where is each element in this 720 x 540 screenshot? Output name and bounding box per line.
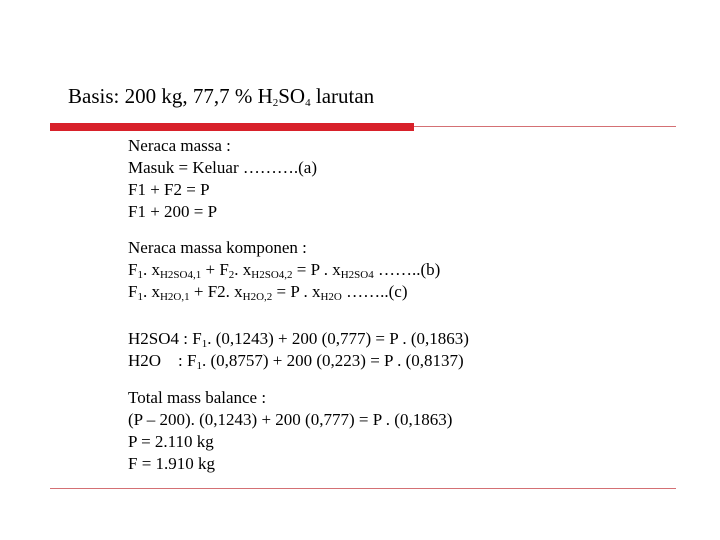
h2so4-balance-equation <box>128 328 469 350</box>
eq-c-text: . x <box>142 282 160 301</box>
total-balance-block <box>128 387 452 475</box>
component-balance-heading: Neraca massa komponen : <box>128 238 307 257</box>
eq-b-sub: H2SO4,1 <box>159 269 202 281</box>
eq-c-text: + F2. x <box>189 282 243 301</box>
title-accent-bar <box>50 123 414 131</box>
eq-b-text: . x <box>142 260 160 279</box>
eq-c-sub: H2O <box>320 291 342 303</box>
component-equation-b <box>128 259 440 281</box>
slide-title <box>68 83 374 109</box>
mass-balance-f1-f2: F1 + F2 = P <box>128 180 210 199</box>
eq-c-sub: H2O,1 <box>159 291 190 303</box>
total-balance-equation: (P – 200). (0,1243) + 200 (0,777) = P . (0,1863) <box>128 410 453 429</box>
total-balance-heading: Total mass balance : <box>128 388 267 407</box>
eq-c-text: ……..(c) <box>341 282 408 301</box>
h2so4-text: . (0,1243) + 200 (0,777) = P . (0,1863) <box>207 329 469 348</box>
title-suffix: larutan <box>310 84 375 108</box>
component-balance-block <box>128 237 440 303</box>
h2so4-text: H2SO4 : F <box>128 329 202 348</box>
title-mid: SO <box>278 84 306 108</box>
h2o-sub: 1 <box>196 360 202 372</box>
title-divider-line <box>414 126 676 127</box>
eq-c-text: F <box>128 282 138 301</box>
result-p: P = 2.110 kg <box>128 432 214 451</box>
mass-balance-f1-200: F1 + 200 = P <box>128 202 218 221</box>
eq-c-sub: H2O,2 <box>242 291 273 303</box>
eq-b-text: . x <box>234 260 252 279</box>
h2so4-sub: 1 <box>201 338 208 350</box>
eq-b-sub: H2SO4,2 <box>251 269 293 281</box>
substituted-balance-block <box>128 328 469 372</box>
eq-b-text: ……..(b) <box>373 260 441 279</box>
h2o-text: . (0,8757) + 200 (0,223) = P . (0,8137) <box>201 351 464 370</box>
mass-balance-block <box>128 135 317 223</box>
eq-b-text: + F <box>201 260 229 279</box>
eq-c-text: = P . x <box>272 282 321 301</box>
title-subscript-2: 2 <box>272 97 279 109</box>
title-prefix: Basis: 200 kg, 77,7 % H <box>68 84 273 108</box>
mass-balance-equation-a: Masuk = Keluar ……….(a) <box>128 158 317 177</box>
eq-b-text: = P . x <box>292 260 341 279</box>
eq-b-sub: 1 <box>137 269 143 281</box>
mass-balance-heading: Neraca massa : <box>128 136 231 155</box>
eq-b-sub: 2 <box>228 269 235 281</box>
eq-b-sub: H2SO4 <box>340 269 374 281</box>
component-equation-c <box>128 281 440 303</box>
title-subscript-4: 4 <box>305 97 311 109</box>
h2o-balance-equation <box>128 350 469 372</box>
h2o-text: H2O : F <box>128 351 197 370</box>
eq-b-text: F <box>128 260 138 279</box>
bottom-divider-line <box>50 488 676 489</box>
result-f: F = 1.910 kg <box>128 454 216 473</box>
eq-c-sub: 1 <box>137 291 143 303</box>
